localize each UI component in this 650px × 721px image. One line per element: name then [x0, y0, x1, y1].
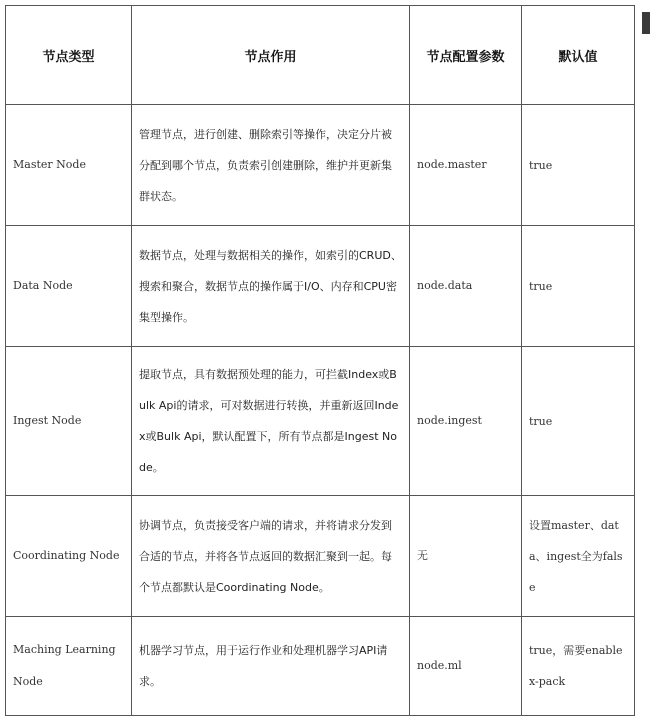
cell-node-role: 数据节点，处理与数据相关的操作，如索引的CRUD、搜索和聚合，数据节点的操作属于I/O、内存和CPU密集型操作。 — [132, 226, 410, 347]
cell-default-value: 设置master、data、ingest全为false — [522, 496, 635, 617]
header-node-param: 节点配置参数 — [410, 6, 522, 105]
cell-node-param: 无 — [410, 496, 522, 617]
node-types-table — [5, 5, 635, 716]
cell-node-type: Data Node — [6, 226, 132, 347]
cell-node-type: Maching Learning Node — [6, 617, 132, 716]
scrollbar-edge[interactable] — [642, 12, 650, 34]
cell-default-value: true，需要enable x-pack — [522, 617, 635, 716]
cell-node-param: node.ml — [410, 617, 522, 716]
cell-node-role: 提取节点，具有数据预处理的能力，可拦截Index或Bulk Api的请求，可对数据进行转换，并重新返回Index或Bulk Api，默认配置下，所有节点都是Ingest Node。 — [132, 347, 410, 496]
table-header-row — [6, 6, 635, 105]
header-default-value: 默认值 — [522, 6, 635, 105]
cell-node-type: Coordinating Node — [6, 496, 132, 617]
cell-node-role: 管理节点，进行创建、删除索引等操作，决定分片被分配到哪个节点，负责索引创建删除，维护并更新集群状态。 — [132, 105, 410, 226]
cell-node-param: node.master — [410, 105, 522, 226]
cell-node-param: node.data — [410, 226, 522, 347]
cell-node-param: node.ingest — [410, 347, 522, 496]
table-row — [6, 226, 635, 347]
table-row — [6, 496, 635, 617]
table-row — [6, 347, 635, 496]
cell-node-type: Ingest Node — [6, 347, 132, 496]
cell-default-value: true — [522, 347, 635, 496]
cell-node-role: 协调节点，负责接受客户端的请求，并将请求分发到合适的节点，并将各节点返回的数据汇聚到一起。每个节点都默认是Coordinating Node。 — [132, 496, 410, 617]
cell-default-value: true — [522, 226, 635, 347]
table-row — [6, 617, 635, 716]
cell-node-type: Master Node — [6, 105, 132, 226]
cell-node-role: 机器学习节点，用于运行作业和处理机器学习API请求。 — [132, 617, 410, 716]
header-node-role: 节点作用 — [132, 6, 410, 105]
cell-default-value: true — [522, 105, 635, 226]
table-row — [6, 105, 635, 226]
header-node-type: 节点类型 — [6, 6, 132, 105]
